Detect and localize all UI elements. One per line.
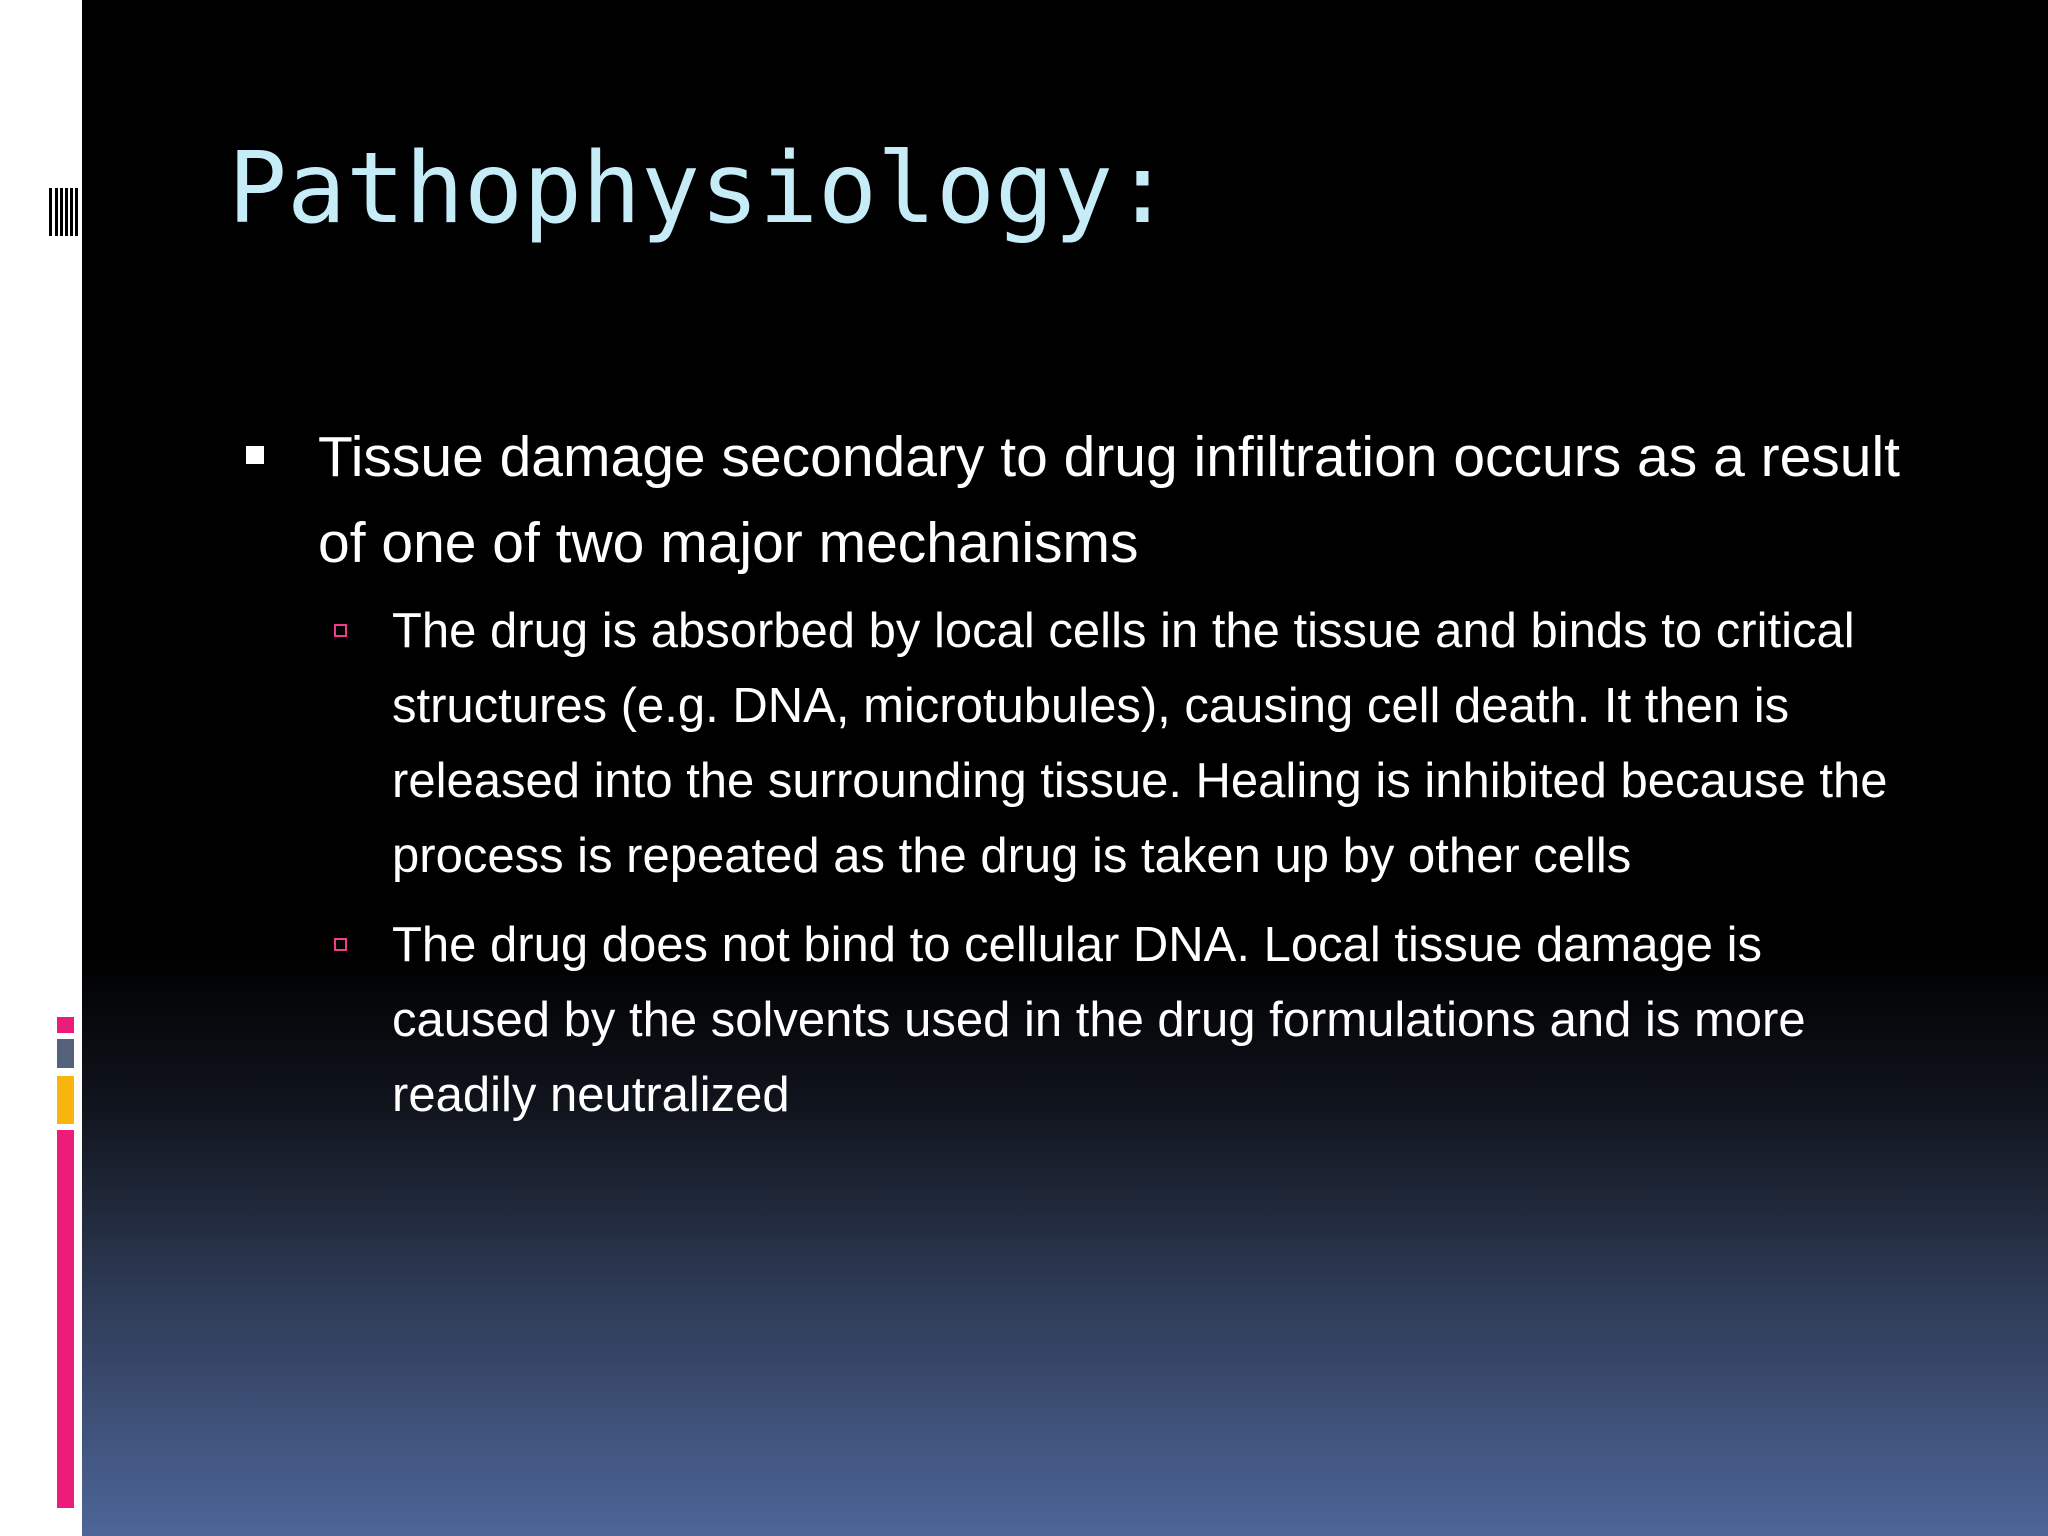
square-bullet-icon — [246, 446, 264, 464]
sub-bullet-item-2 — [392, 908, 1932, 1133]
side-strip — [0, 0, 82, 1536]
sub-bullet-item-1 — [392, 594, 1932, 894]
hollow-square-bullet-icon — [334, 624, 347, 637]
accent-bar-slate — [57, 1039, 74, 1068]
accent-bar-pink-top — [57, 1017, 74, 1033]
accent-bar-yellow — [57, 1076, 74, 1124]
bullet-item-1 — [228, 414, 1928, 586]
slide-title: Pathophysiology: — [228, 132, 1173, 246]
decorative-stripes — [49, 188, 81, 236]
hollow-square-bullet-icon — [334, 938, 347, 951]
slide-body — [228, 414, 1928, 1133]
sub-bullet-text-2: The drug does not bind to cellular DNA. Local tissue damage is caused by the solvents used in the drug formulations and is more readily neutralized — [392, 918, 1806, 1122]
bullet-text-1: Tissue damage secondary to drug infiltration occurs as a result of one of two major mechanisms — [318, 425, 1901, 575]
accent-bar-pink — [57, 1130, 74, 1508]
sub-bullet-text-1: The drug is absorbed by local cells in the tissue and binds to critical structures (e.g. DNA, microtubules), causing cell death. It then is released into the surrounding tissue. Healing is inhibited because the process is repeated as the drug is taken up by other cells — [392, 604, 1888, 883]
